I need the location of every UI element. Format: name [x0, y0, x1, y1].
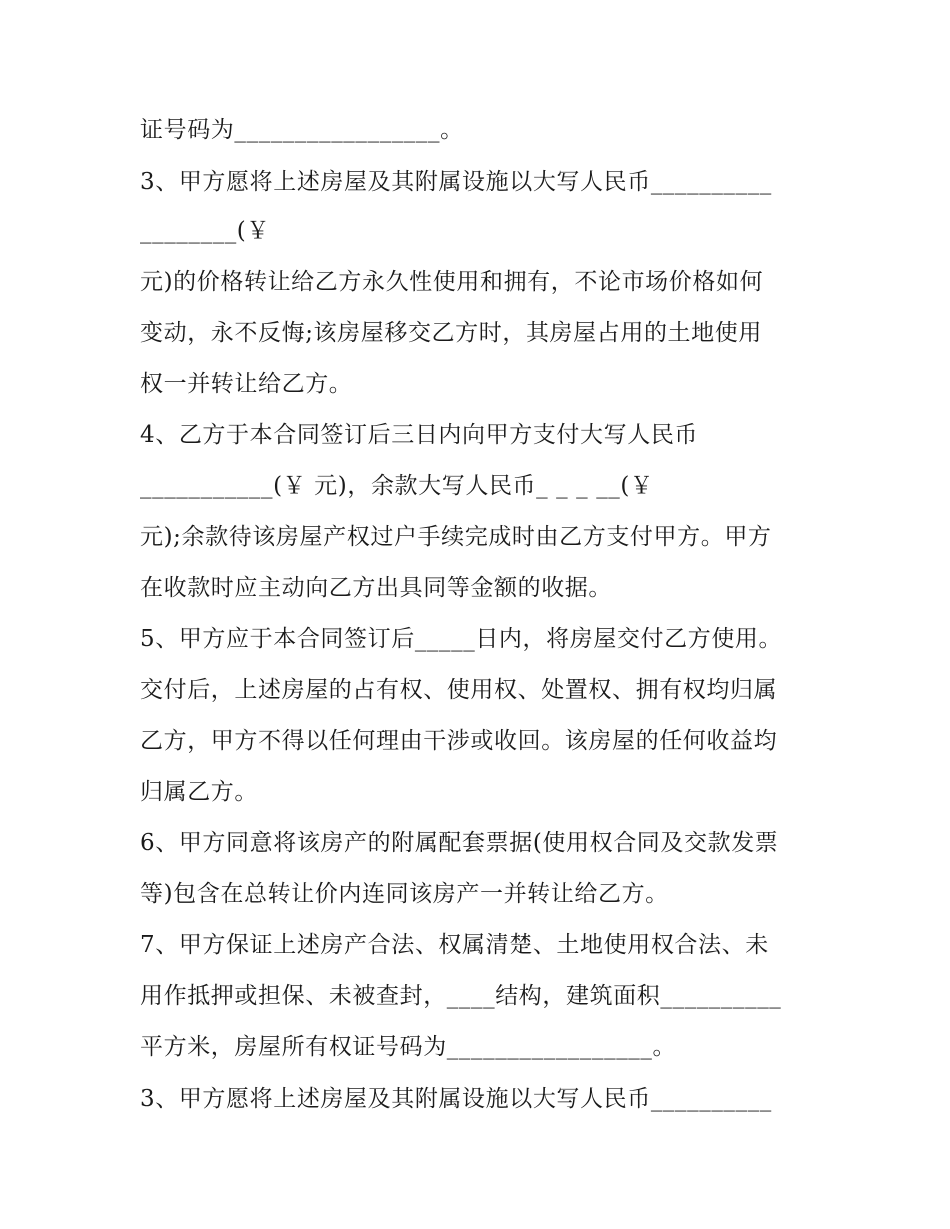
text-line: 权一并转让给乙方。: [140, 371, 353, 397]
text-line: 4、乙方于本合同签订后三日内向甲方支付大写人民币: [140, 422, 699, 448]
text-line: 元);余款待该房屋产权过户手续完成时由乙方支付甲方。甲方: [140, 524, 772, 550]
text-line: 在收款时应主动向乙方出具同等金额的收据。: [140, 575, 612, 601]
text-line: 平方米，房屋所有权证号码为_________________。: [140, 1034, 677, 1060]
text-line: 3、甲方愿将上述房屋及其附属设施以大写人民币__________: [140, 169, 772, 195]
text-line: 归属乙方。: [140, 779, 258, 805]
text-line: 3、甲方愿将上述房屋及其附属设施以大写人民币__________: [140, 1086, 772, 1112]
text-line: 5、甲方应于本合同签订后_____日内，将房屋交付乙方使用。: [140, 626, 783, 652]
text-line: 等)包含在总转让价内连同该房产一并转让给乙方。: [140, 881, 669, 907]
text-line: 证号码为_________________。: [140, 117, 464, 143]
text-line: 用作抵押或担保、未被查封，____结构，建筑面积__________: [140, 983, 782, 1009]
text-line: ___________(￥ 元)，余款大写人民币_ _ _ __(￥: [140, 473, 654, 499]
text-line: 乙方，甲方不得以任何理由干涉或收回。该房屋的任何收益均: [140, 728, 778, 754]
text-line: 交付后，上述房屋的占有权、使用权、处置权、拥有权均归属: [140, 677, 778, 703]
text-line: 元)的价格转让给乙方永久性使用和拥有，不论市场价格如何: [140, 269, 764, 295]
text-line: ________(￥: [140, 218, 270, 244]
text-line: 变动，永不反悔;该房屋移交乙方时，其房屋占用的土地使用: [140, 320, 762, 346]
text-line: 6、甲方同意将该房产的附属配套票据(使用权合同及交款发票: [140, 830, 779, 856]
text-line: 7、甲方保证上述房产合法、权属清楚、土地使用权合法、未: [140, 932, 769, 958]
